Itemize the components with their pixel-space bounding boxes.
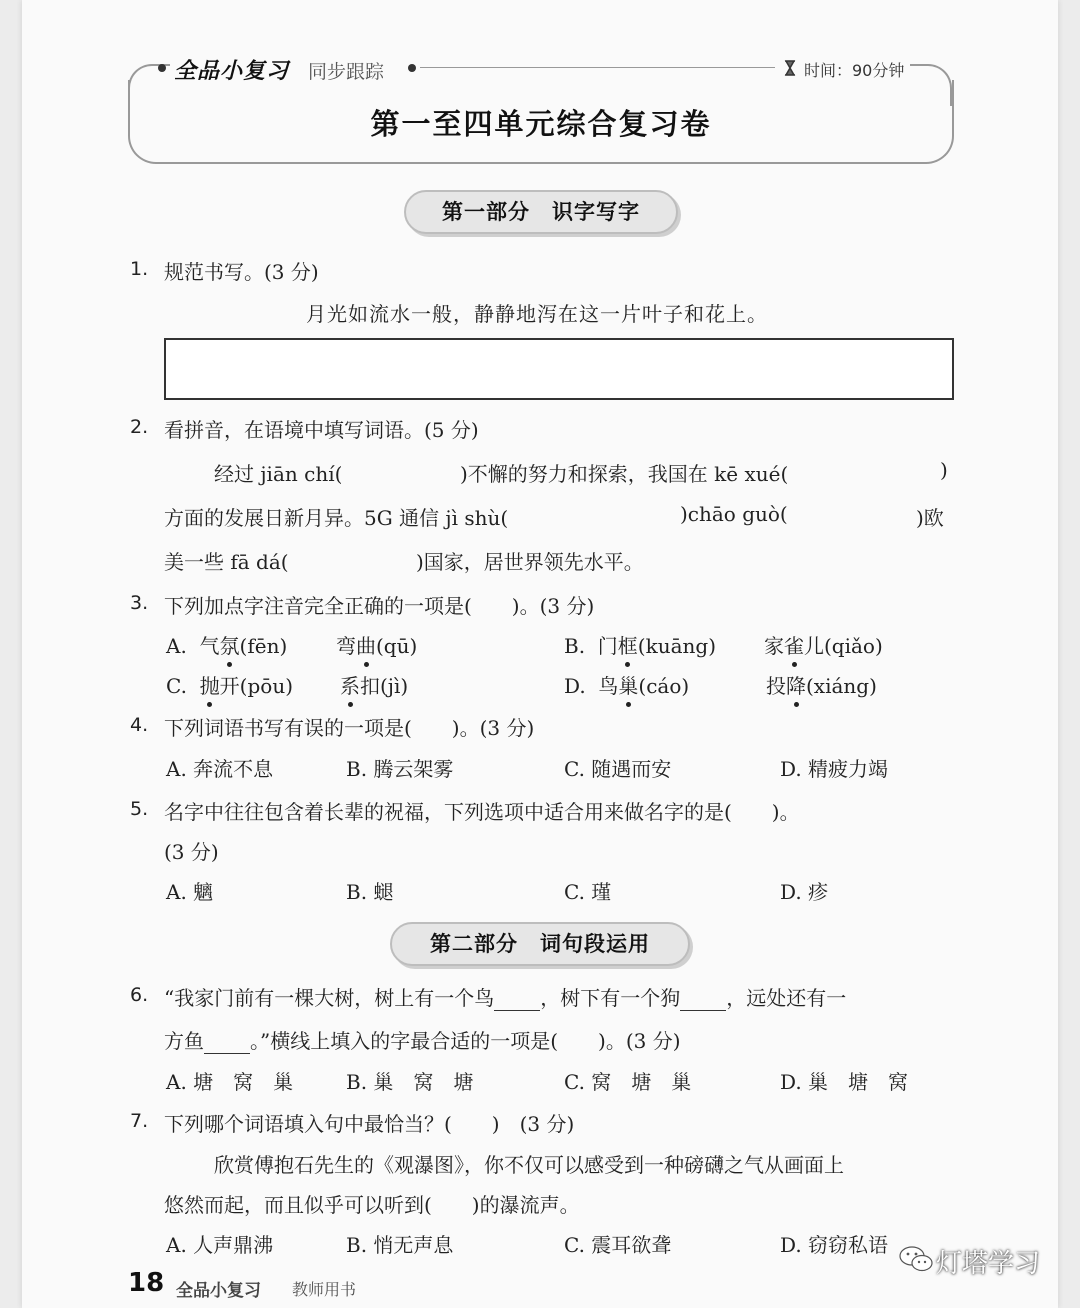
q2-line3-b: )国家，居世界领先水平。	[416, 550, 644, 574]
q4-stem: 下列词语书写有误的一项是( )。(3 分)	[164, 716, 535, 740]
fill-blank[interactable]	[204, 1033, 250, 1054]
footer-subtitle: 教师用书	[292, 1280, 357, 1299]
wechat-icon	[898, 1244, 934, 1274]
q3-option-d[interactable]	[564, 670, 689, 699]
q6-text: 方鱼	[164, 1029, 204, 1053]
pinyin: (fēn)	[239, 634, 288, 658]
q6-option-a[interactable]: A. 塘 窝 巢	[166, 1070, 294, 1094]
q7-number: 7.	[130, 1110, 149, 1132]
hourglass-icon	[784, 60, 796, 76]
q2-stem: 看拼音，在语境中填写词语。(5 分)	[164, 418, 479, 442]
dotted-char: 氛	[220, 630, 240, 659]
pinyin: (kuāng)	[637, 634, 716, 658]
pinyin: 开(pōu)	[219, 674, 294, 698]
dotted-char: 巢	[618, 670, 638, 699]
word-part: 鸟	[598, 674, 619, 698]
q7-stem: 下列哪个词语填入句中最恰当？( ) (3 分)	[164, 1112, 575, 1136]
word-part: 门	[597, 634, 618, 658]
q6-text: ，远处还有一	[726, 986, 847, 1010]
q7-option-a[interactable]: A. 人声鼎沸	[166, 1233, 274, 1257]
q5-number: 5.	[130, 798, 149, 820]
q5-option-c[interactable]: C. 瑾	[564, 880, 612, 904]
q3-option-c[interactable]	[166, 670, 293, 699]
q4-number: 4.	[130, 714, 149, 736]
q2-line3-a: 美一些 fā dá(	[164, 550, 289, 574]
fill-blank[interactable]	[680, 990, 726, 1011]
dotted-char: 系	[340, 670, 360, 699]
section-part2: 第二部分 词句段运用	[390, 922, 690, 966]
q6-number: 6.	[130, 984, 149, 1006]
header-dot	[158, 64, 166, 72]
q6-option-b[interactable]: B. 巢 窝 塘	[346, 1070, 474, 1094]
q3-stem: 下列加点字注音完全正确的一项是( )。(3 分)	[164, 594, 595, 618]
q7-option-c[interactable]: C. 震耳欲聋	[564, 1233, 672, 1257]
page-title: 第一至四单元综合复习卷	[370, 107, 712, 141]
q6-text: ，树下有一个狗	[540, 986, 681, 1010]
q3-option-d-word2	[766, 670, 877, 699]
header-dot	[408, 64, 416, 72]
footer-brand: 全品小复习	[176, 1281, 261, 1301]
pinyin: (cáo)	[638, 674, 690, 698]
q6-text: 。”横线上填入的字最合适的一项是( )。(3 分)	[250, 1029, 681, 1053]
q3-option-b[interactable]	[564, 630, 716, 659]
q5-option-a[interactable]: A. 魑	[166, 880, 214, 904]
pinyin: 扣(jì)	[360, 674, 409, 698]
header-subtitle: 同步跟踪	[308, 61, 385, 83]
pinyin: (xiáng)	[806, 674, 877, 698]
time-label: 时间：90分钟	[804, 61, 905, 80]
q2-line1-b: )不懈的努力和探索，我国在 kē xué(	[460, 462, 789, 486]
pinyin: 儿(qiǎo)	[804, 634, 883, 658]
watermark-text: 灯塔学习	[936, 1249, 1041, 1279]
q7-passage-line1: 欣赏傅抱石先生的《观瀑图》，你不仅可以感受到一种磅礴之气从画面上	[214, 1153, 844, 1177]
pinyin: (qū)	[376, 634, 418, 658]
dotted-char: 曲	[356, 630, 376, 659]
q4-option-d[interactable]: D. 精疲力竭	[780, 757, 889, 781]
q3-option-c-word2	[340, 670, 408, 699]
word-part: 气	[199, 634, 220, 658]
section-part1: 第一部分 识字写字	[404, 190, 678, 234]
header-rule	[420, 67, 775, 68]
q7-passage-line2: 悠然而起，而且似乎可以听到( )的瀑流声。	[164, 1193, 580, 1217]
q1-number: 1.	[130, 258, 149, 280]
q5-stem-score: (3 分)	[164, 840, 219, 864]
brand-logo: 全品小复习	[174, 59, 290, 84]
q2-number: 2.	[130, 416, 149, 438]
q1-sentence: 月光如流水一般，静静地泻在这一片叶子和花上。	[306, 302, 768, 326]
q7-option-d[interactable]: D. 窃窃私语	[780, 1233, 889, 1257]
page-number: 18	[128, 1268, 165, 1298]
dotted-char: 抛	[200, 670, 220, 699]
option-label: B.	[564, 634, 586, 658]
option-label: A.	[166, 634, 187, 658]
q2-line2-b: )chāo guò(	[680, 502, 788, 526]
word-part: 弯	[336, 634, 356, 658]
q4-option-a[interactable]: A. 奔流不息	[166, 757, 274, 781]
dotted-char: 框	[618, 630, 638, 659]
option-label: D.	[564, 674, 586, 698]
q3-option-b-word2	[764, 630, 883, 659]
q6-option-d[interactable]: D. 巢 塘 窝	[780, 1070, 909, 1094]
dotted-char: 雀	[784, 630, 804, 659]
handwriting-box[interactable]	[164, 338, 954, 400]
q1-stem: 规范书写。(3 分)	[164, 260, 319, 284]
q6-text: “我家门前有一棵大树，树上有一个鸟	[164, 986, 495, 1010]
q2-line1-c: )	[940, 458, 948, 482]
q4-option-b[interactable]: B. 腾云架雾	[346, 757, 454, 781]
q7-option-b[interactable]: B. 悄无声息	[346, 1233, 454, 1257]
q5-option-d[interactable]: D. 疹	[780, 880, 829, 904]
q2-line1-a: 经过 jiān chí(	[214, 462, 343, 486]
q6-option-c[interactable]: C. 窝 塘 巢	[564, 1070, 692, 1094]
q3-option-a-word2	[336, 630, 417, 659]
word-part: 家	[764, 634, 784, 658]
q5-option-b[interactable]: B. 螁	[346, 880, 394, 904]
q2-line2-c: )欧	[916, 506, 944, 530]
dotted-char: 降	[786, 670, 806, 699]
q5-stem: 名字中往往包含着长辈的祝福，下列选项中适合用来做名字的是( )。	[164, 800, 800, 824]
word-part: 投	[766, 674, 786, 698]
q4-option-c[interactable]: C. 随遇而安	[564, 757, 672, 781]
q3-option-a[interactable]	[166, 630, 287, 659]
option-label: C.	[166, 674, 187, 698]
q6-line1	[164, 982, 846, 1011]
q2-line2-a: 方面的发展日新月异。5G 通信 jì shù(	[164, 506, 509, 530]
fill-blank[interactable]	[494, 990, 540, 1011]
q6-line2	[164, 1025, 681, 1054]
q3-number: 3.	[130, 592, 149, 614]
